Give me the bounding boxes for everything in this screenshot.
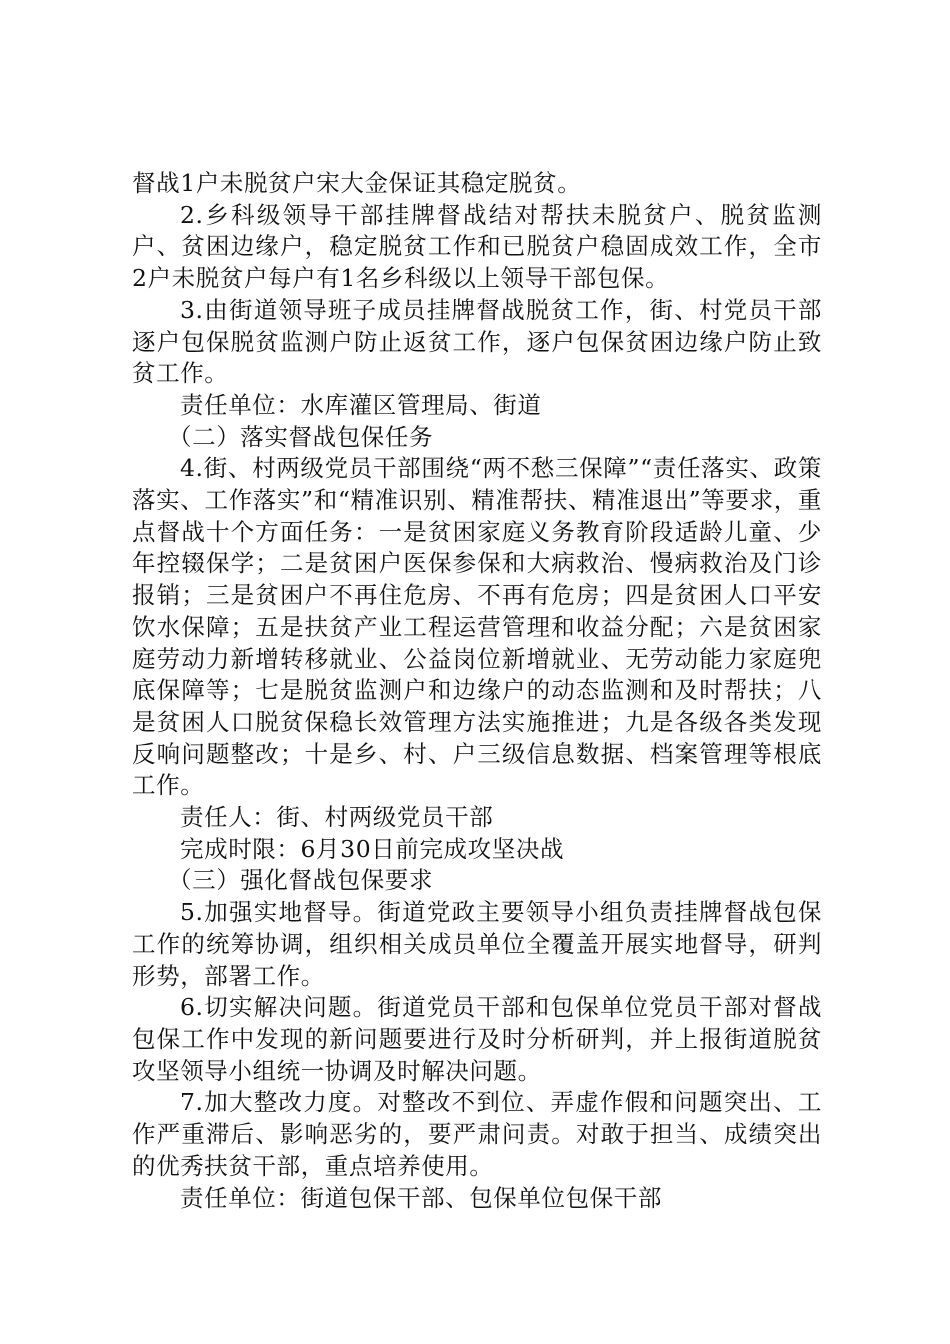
section-heading-3: （三）强化督战包保要求 bbox=[168, 866, 434, 895]
paragraph-continuation: 督战1户未脱贫户宋大金保证其稳定脱贫。 bbox=[132, 169, 582, 197]
paragraph-item-2: 2.乡科级领导干部挂牌督战结对帮扶未脱贫户、脱贫监测户、贫困边缘户，稳定脱贫工作和已脱贫户稳固成效工作，全市2户未脱贫户每户有1名乡科级以上领导干部包保。 bbox=[132, 200, 822, 293]
section-heading-2: （二）落实督战包保任务 bbox=[168, 422, 434, 451]
responsible-person: 责任人：街、村两级党员干部 bbox=[180, 803, 494, 832]
responsible-unit-2: 责任单位：街道包保干部、包保单位包保干部 bbox=[180, 1183, 662, 1212]
paragraph-item-7: 7.加大整改力度。对整改不到位、弄虚作假和问题突出、工作严重滞后、影响恶劣的，要严肃问责。对敢于担当、成绩突出的优秀扶贫干部，重点培养使用。 bbox=[132, 1088, 822, 1180]
paragraph-item-3: 3.由街道领导班子成员挂牌督战脱贫工作，街、村党员干部逐户包保脱贫监测户防止返贫工作，逐户包保贫困边缘户防止致贫工作。 bbox=[132, 295, 822, 388]
document-page bbox=[132, 168, 822, 1214]
paragraph-item-4: 4.街、村两级党员干部围绕“两不愁三保障”“责任落实、政策落实、工作落实”和“精准识别、精准帮扶、精准退出”等要求，重点督战十个方面任务：一是贫困家庭义务教育阶段适龄儿童、少年控辍保学；二是贫困户医保参保和大病救治、慢病救治及门诊报销；三是贫困户不再住危房、不再有危房；四是贫困人口平安饮水保障；五是扶贫产业工程运营管理和收益分配；六是贫困家庭劳动力新增转移就业、公益岗位新增就业、无劳动能力家庭兜底保障等；七是脱贫监测户和边缘户的动态监测和及时帮扶；八是贫困人口脱贫保稳长效管理方法实施推进；九是各级各类发现反响问题整改；十是乡、村、户三级信息数据、档案管理等根底工作。 bbox=[132, 454, 822, 800]
responsible-unit-1: 责任单位：水库灌区管理局、街道 bbox=[180, 390, 542, 419]
paragraph-item-5: 5.加强实地督导。街道党政主要领导小组负责挂牌督战包保工作的统筹协调，组织相关成员单位全覆盖开展实地督导，研判形势，部署工作。 bbox=[132, 898, 822, 990]
deadline: 完成时限：6月30日前完成攻坚决战 bbox=[180, 834, 565, 863]
paragraph-item-6: 6.切实解决问题。街道党员干部和包保单位党员干部对督战包保工作中发现的新问题要进行及时分析研判，并上报街道脱贫攻坚领导小组统一协调及时解决问题。 bbox=[132, 993, 822, 1085]
